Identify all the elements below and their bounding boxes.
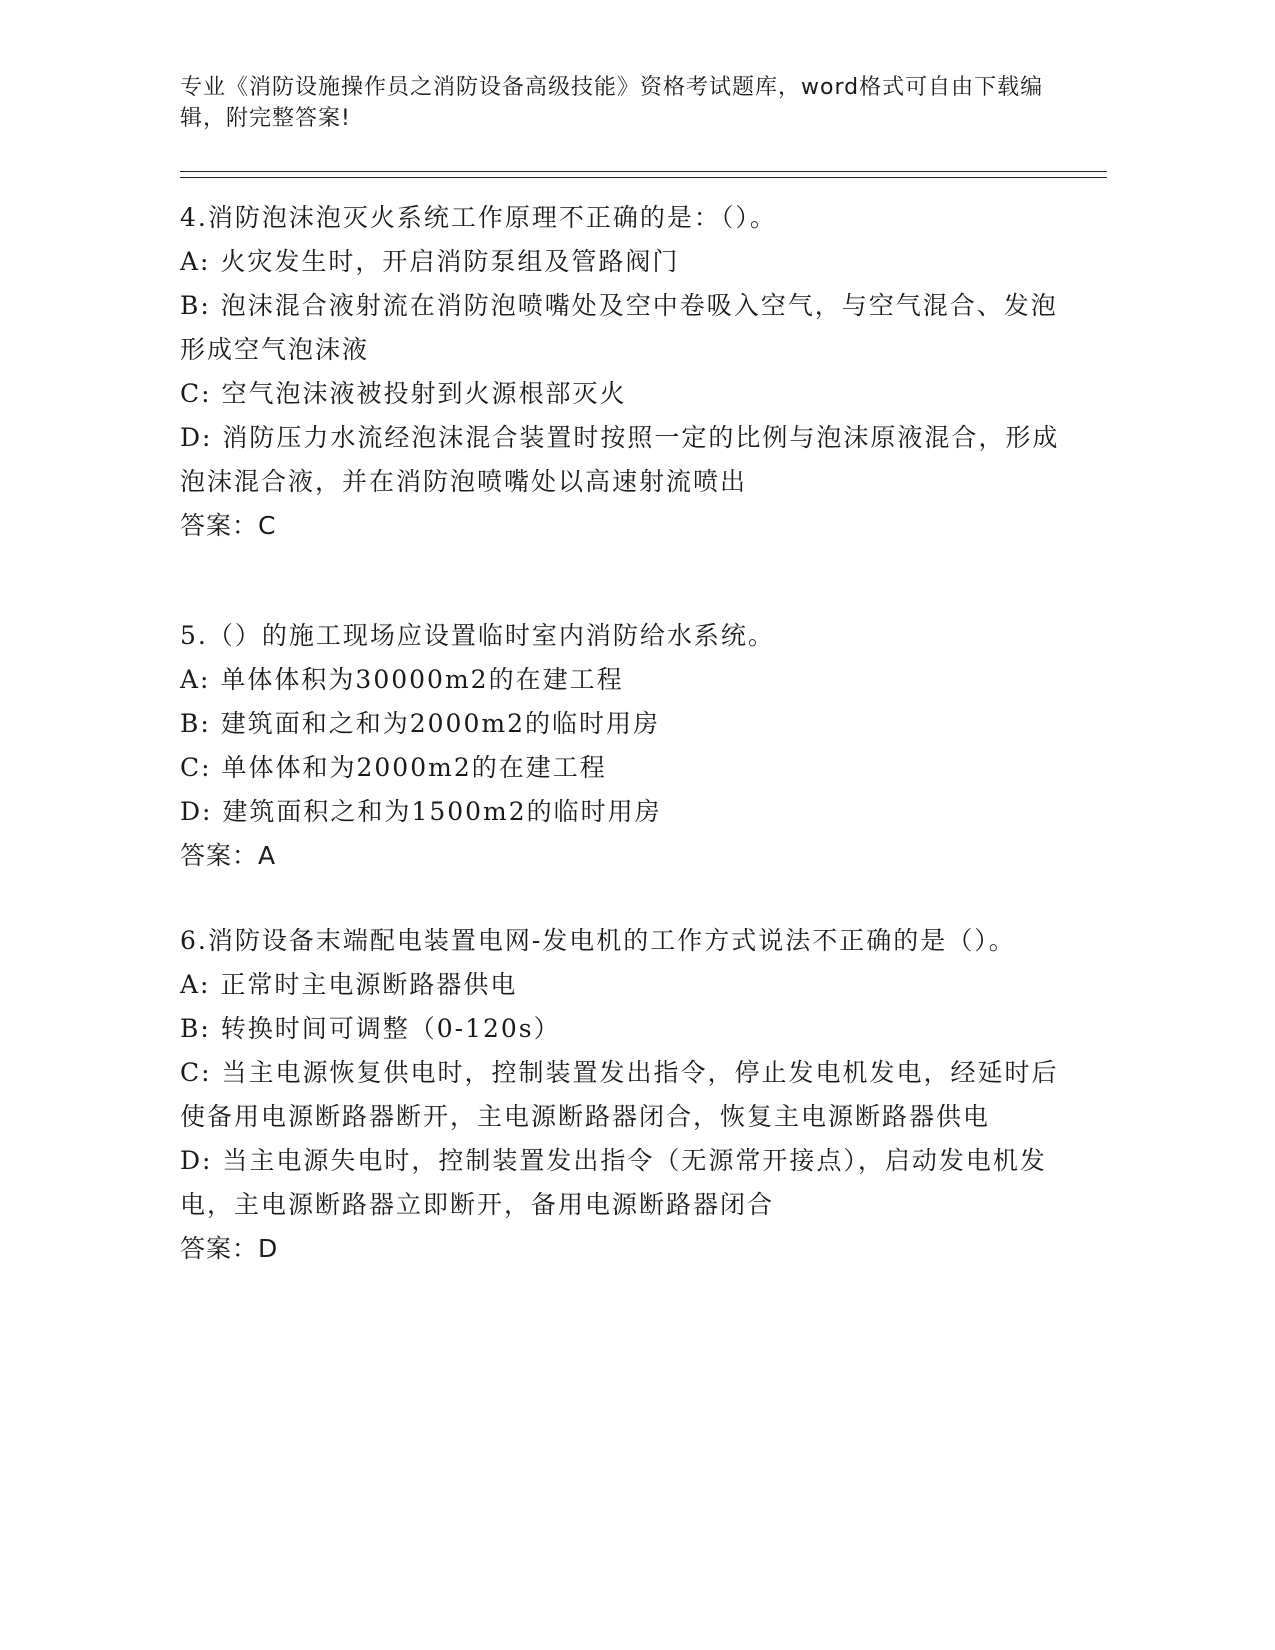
question-item [180, 614, 1060, 878]
option-a: A: 正常时主电源断路器供电 [180, 970, 518, 999]
question-item [180, 196, 1060, 548]
option-d: D: 建筑面积之和为1500m2的临时用房 [180, 797, 662, 826]
option-d: D: 当主电源失电时，控制装置发出指令（无源常开接点），启动发电机发电，主电源断路器立即断开，备用电源断路器闭合 [180, 1146, 1047, 1219]
answer-label: 答案：C [180, 511, 277, 540]
option-d: D: 消防压力水流经泡沫混合装置时按照一定的比例与泡沫原液混合，形成泡沫混合液，并在消防泡喷嘴处以高速射流喷出 [180, 423, 1060, 496]
header-divider-top [180, 171, 1107, 172]
option-b: B: 泡沫混合液射流在消防泡喷嘴处及空中卷吸入空气，与空气混合、发泡形成空气泡沫液 [180, 291, 1058, 364]
question-stem: 5.（）的施工现场应设置临时室内消防给水系统。 [180, 621, 775, 650]
option-a: A: 火灾发生时，开启消防泵组及管路阀门 [180, 247, 680, 276]
question-stem: 6.消防设备末端配电装置电网-发电机的工作方式说法不正确的是（）。 [180, 926, 1016, 955]
question-item [180, 919, 1060, 1271]
option-c: C: 空气泡沫液被投射到火源根部灭火 [180, 379, 627, 408]
option-b: B: 转换时间可调整（0-120s） [180, 1014, 561, 1043]
header-divider-bottom [180, 177, 1107, 178]
document-header: 专业《消防设施操作员之消防设备高级技能》资格考试题库，word格式可自由下载编辑，附完整答案! [180, 75, 1044, 131]
option-c: C: 单体体和为2000m2的在建工程 [180, 753, 607, 782]
answer-label: 答案：A [180, 841, 277, 870]
answer-label: 答案：D [180, 1234, 279, 1263]
option-b: B: 建筑面和之和为2000m2的临时用房 [180, 709, 660, 738]
question-stem: 4.消防泡沫泡灭火系统工作原理不正确的是：（）。 [180, 203, 777, 232]
option-c: C: 当主电源恢复供电时，控制装置发出指令，停止发电机发电，经延时后使备用电源断路器断开，主电源断路器闭合，恢复主电源断路器供电 [180, 1058, 1059, 1131]
option-a: A: 单体体积为30000m2的在建工程 [180, 665, 624, 694]
